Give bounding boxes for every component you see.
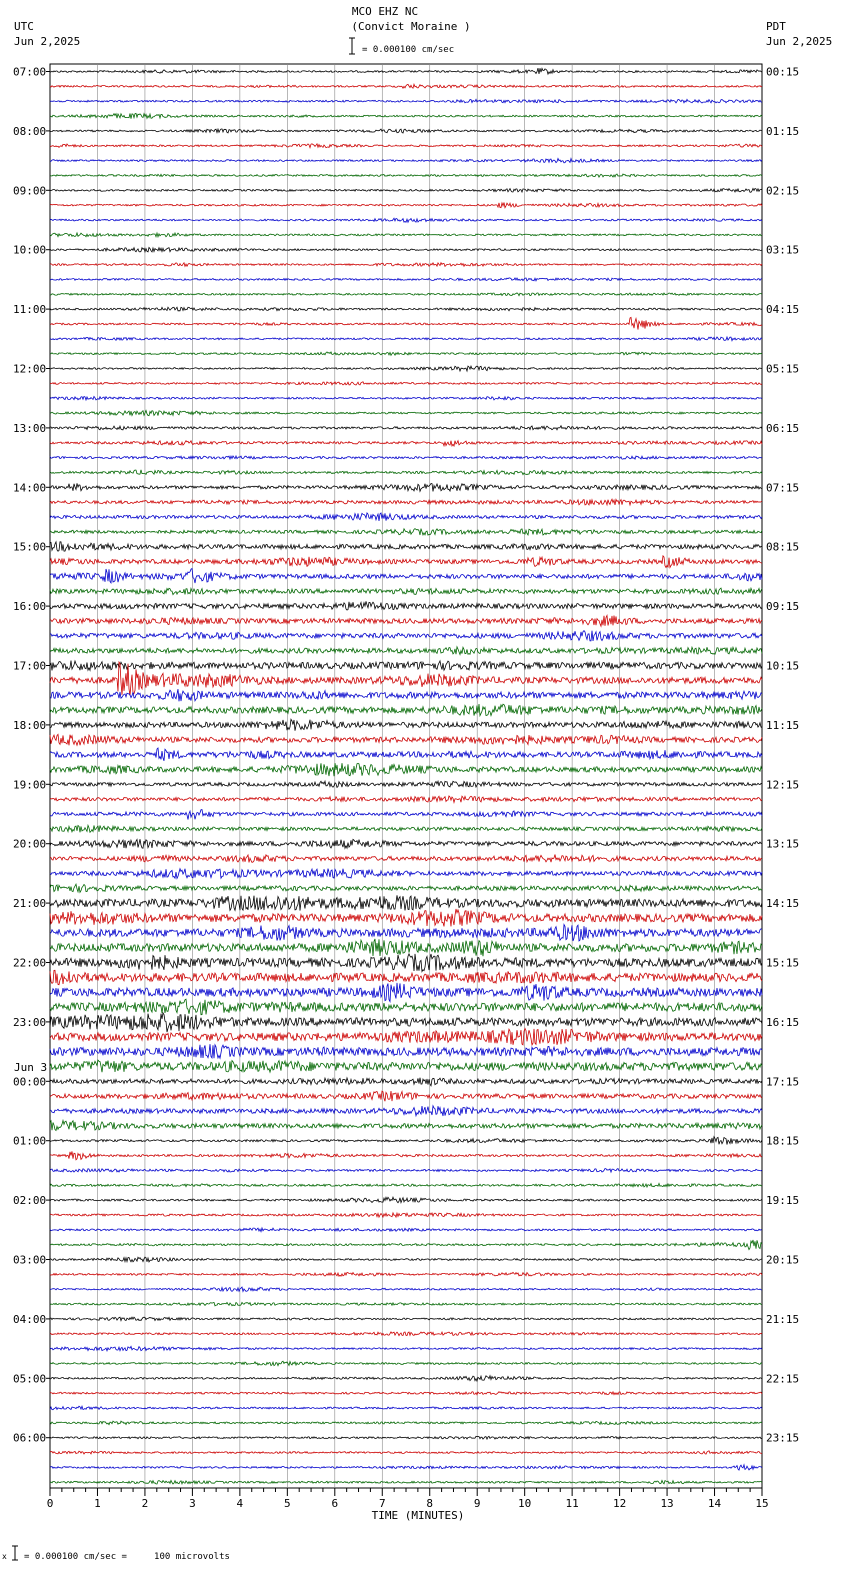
utc-hour-label: 07:00: [13, 65, 47, 79]
utc-hour-label: 19:00: [13, 778, 47, 792]
footer-scale-bar-icon: [12, 1546, 18, 1560]
x-tick-label: 4: [236, 1497, 244, 1510]
seismic-traces: [50, 68, 762, 1484]
seismic-trace: [50, 411, 762, 416]
pdt-hour-label: 11:15: [766, 718, 800, 732]
seismic-trace: [50, 1121, 762, 1131]
pdt-hour-label: 01:15: [766, 124, 800, 138]
seismic-trace: [50, 763, 762, 776]
seismic-trace: [50, 983, 762, 1002]
x-tick-label: 10: [518, 1497, 532, 1510]
seismic-trace: [50, 1406, 762, 1410]
utc-hour-label: 20:00: [13, 837, 47, 851]
seismic-trace: [50, 925, 762, 942]
seismic-trace: [50, 556, 762, 568]
seismic-trace: [50, 954, 762, 972]
seismic-trace: [50, 113, 762, 118]
seismic-trace: [50, 84, 762, 88]
utc-hour-label: 00:00: [13, 1075, 47, 1089]
pdt-hour-label: 21:15: [766, 1312, 800, 1326]
utc-hour-label: 23:00: [13, 1015, 47, 1029]
pdt-hour-label: 19:15: [766, 1194, 800, 1208]
time-axis: [47, 1488, 769, 1510]
pdt-hour-label: 10:15: [766, 659, 800, 673]
seismic-trace: [50, 719, 762, 730]
x-tick-label: 8: [426, 1497, 434, 1510]
seismic-trace: [50, 1392, 762, 1395]
seismic-trace: [50, 970, 762, 984]
x-tick-label: 5: [284, 1497, 291, 1510]
utc-hour-label: 08:00: [13, 124, 47, 138]
scale-bar-icon: [349, 38, 355, 54]
scale-label: = 0.000100 cm/sec: [362, 45, 455, 55]
seismic-trace: [50, 1151, 762, 1159]
seismic-trace: [50, 1060, 762, 1072]
pdt-hour-label: 22:15: [766, 1372, 800, 1386]
seismic-trace: [50, 352, 762, 355]
seismic-trace: [50, 248, 762, 252]
seismic-trace: [50, 647, 762, 655]
pdt-hour-label: 16:15: [766, 1015, 800, 1029]
pdt-hour-label: 18:15: [766, 1134, 800, 1148]
utc-hour-label: 01:00: [13, 1134, 47, 1148]
right-timezone: PDT: [766, 20, 786, 33]
x-tick-label: 2: [141, 1497, 149, 1510]
seismic-trace: [50, 1317, 762, 1321]
x-tick-label: 3: [189, 1497, 196, 1510]
seismic-trace: [50, 293, 762, 296]
seismic-trace: [50, 99, 762, 103]
utc-hour-label: 02:00: [13, 1194, 47, 1208]
seismic-trace: [50, 569, 762, 584]
pdt-hour-label: 09:15: [766, 600, 800, 614]
seismic-trace: [50, 895, 762, 910]
date-change-label: Jun 3: [14, 1061, 48, 1074]
seismic-trace: [50, 796, 762, 802]
seismic-trace: [50, 1240, 762, 1250]
seismic-trace: [50, 174, 762, 177]
seismic-trace: [50, 884, 762, 892]
footer-scale-note: = 0.000100 cm/sec = 100 microvolts: [24, 1552, 230, 1562]
seismic-trace: [50, 999, 762, 1015]
x-tick-label: 0: [46, 1497, 54, 1510]
seismic-trace: [50, 456, 762, 459]
seismic-trace: [50, 317, 762, 329]
seismic-trace: [50, 263, 762, 267]
footer-marker: x: [2, 1552, 7, 1561]
pdt-hour-label: 03:15: [766, 243, 800, 257]
x-axis-label: TIME (MINUTES): [371, 1509, 465, 1522]
seismic-trace: [50, 542, 762, 551]
utc-hour-label: 03:00: [13, 1253, 47, 1267]
x-tick-label: 7: [378, 1497, 386, 1510]
seismic-trace: [50, 1137, 762, 1145]
seismic-trace: [50, 1013, 762, 1032]
seismic-trace: [50, 810, 762, 820]
seismic-trace: [50, 1091, 762, 1101]
utc-hour-label: 13:00: [13, 421, 47, 435]
x-tick-label: 12: [612, 1497, 627, 1510]
seismic-trace: [50, 1169, 762, 1173]
seismic-trace: [50, 203, 762, 208]
pdt-hour-label: 04:15: [766, 303, 800, 317]
utc-hour-labels: [13, 66, 50, 1445]
pdt-hour-label: 02:15: [766, 184, 800, 198]
pdt-hour-label: 08:15: [766, 540, 800, 554]
seismic-trace: [50, 441, 762, 446]
pdt-hour-label: 00:15: [766, 65, 800, 79]
seismic-trace: [50, 601, 762, 610]
seismic-trace: [50, 68, 762, 74]
utc-hour-label: 05:00: [13, 1372, 47, 1386]
utc-hour-label: 17:00: [13, 659, 47, 673]
seismic-trace: [50, 529, 762, 536]
seismic-trace: [50, 366, 762, 371]
seismic-trace: [50, 1044, 762, 1058]
seismic-trace: [50, 839, 762, 848]
seismic-trace: [50, 661, 762, 671]
seismic-trace: [50, 939, 762, 956]
pdt-hour-label: 14:15: [766, 897, 800, 911]
seismic-trace: [50, 1361, 762, 1365]
utc-hour-label: 04:00: [13, 1312, 47, 1326]
station-location: (Convict Moraine ): [351, 20, 471, 33]
utc-hour-label: 12:00: [13, 362, 47, 376]
seismic-trace: [50, 1421, 762, 1425]
utc-hour-label: 18:00: [13, 718, 47, 732]
seismic-trace: [50, 278, 762, 281]
utc-hour-label: 21:00: [13, 897, 47, 911]
x-tick-label: 13: [660, 1497, 674, 1510]
pdt-hour-label: 23:15: [766, 1431, 800, 1445]
pdt-hour-label: 15:15: [766, 956, 800, 970]
x-tick-label: 14: [707, 1497, 722, 1510]
seismic-trace: [50, 869, 762, 879]
seismic-trace: [50, 397, 762, 401]
seismic-trace: [50, 1183, 762, 1187]
seismic-trace: [50, 662, 762, 696]
pdt-hour-label: 07:15: [766, 481, 800, 495]
seismic-trace: [50, 499, 762, 505]
seismic-trace: [50, 1480, 762, 1484]
station-title: MCO EHZ NC: [351, 5, 419, 18]
utc-hour-label: 15:00: [13, 540, 47, 554]
x-tick-label: 6: [331, 1497, 339, 1510]
utc-hour-label: 09:00: [13, 184, 47, 198]
seismic-trace: [50, 909, 762, 926]
left-date: Jun 2,2025: [14, 35, 81, 48]
utc-hour-label: 11:00: [13, 303, 47, 317]
seismic-trace: [50, 144, 762, 148]
seismic-trace: [50, 483, 762, 491]
seismic-trace: [50, 1197, 762, 1203]
seismic-trace: [50, 855, 762, 863]
utc-hour-label: 14:00: [13, 481, 47, 495]
pdt-hour-label: 13:15: [766, 837, 800, 851]
x-tick-label: 1: [94, 1497, 101, 1510]
seismic-trace: [50, 1228, 762, 1232]
seismic-trace: [50, 631, 762, 641]
seismic-trace: [50, 1332, 762, 1336]
seismic-trace: [50, 825, 762, 832]
pdt-hour-label: 12:15: [766, 778, 800, 792]
seismic-trace: [50, 781, 762, 787]
seismic-trace: [50, 1106, 762, 1116]
seismic-trace: [50, 734, 762, 745]
pdt-hour-label: 06:15: [766, 421, 800, 435]
pdt-hour-label: 20:15: [766, 1253, 800, 1267]
seismic-trace: [50, 704, 762, 716]
seismic-trace: [50, 1465, 762, 1470]
seismic-trace: [50, 382, 762, 385]
seismic-trace: [50, 1078, 762, 1086]
left-timezone: UTC: [14, 20, 34, 33]
seismic-trace: [50, 1272, 762, 1276]
x-tick-label: 9: [473, 1497, 481, 1510]
seismic-trace: [50, 470, 762, 475]
utc-hour-label: 10:00: [13, 243, 47, 257]
seismic-trace: [50, 233, 762, 237]
seismic-trace: [50, 1346, 762, 1350]
utc-hour-label: 22:00: [13, 956, 47, 970]
seismic-trace: [50, 159, 762, 163]
x-tick-label: 15: [755, 1497, 769, 1510]
seismic-trace: [50, 689, 762, 701]
seismic-trace: [50, 218, 762, 222]
seismic-trace: [50, 1257, 762, 1262]
seismic-trace: [50, 337, 762, 341]
right-date: Jun 2,2025: [766, 35, 833, 48]
seismic-trace: [50, 307, 762, 311]
x-tick-label: 11: [565, 1497, 579, 1510]
seismic-trace: [50, 1028, 762, 1045]
seismic-trace: [50, 1213, 762, 1217]
seismic-trace: [50, 426, 762, 430]
seismic-trace: [50, 748, 762, 761]
seismic-trace: [50, 189, 762, 193]
utc-hour-label: 06:00: [13, 1431, 47, 1445]
pdt-hour-labels: [766, 66, 799, 1445]
pdt-hour-label: 17:15: [766, 1075, 800, 1089]
utc-hour-label: 16:00: [13, 600, 47, 614]
seismic-trace: [50, 1436, 762, 1439]
seismic-trace: [50, 1376, 762, 1381]
seismic-trace: [50, 1451, 762, 1454]
seismic-trace: [50, 1287, 762, 1291]
seismic-trace: [50, 588, 762, 595]
seismic-trace: [50, 513, 762, 521]
pdt-hour-label: 05:15: [766, 362, 800, 376]
seismic-trace: [50, 129, 762, 133]
seismic-trace: [50, 616, 762, 627]
seismic-trace: [50, 1302, 762, 1305]
